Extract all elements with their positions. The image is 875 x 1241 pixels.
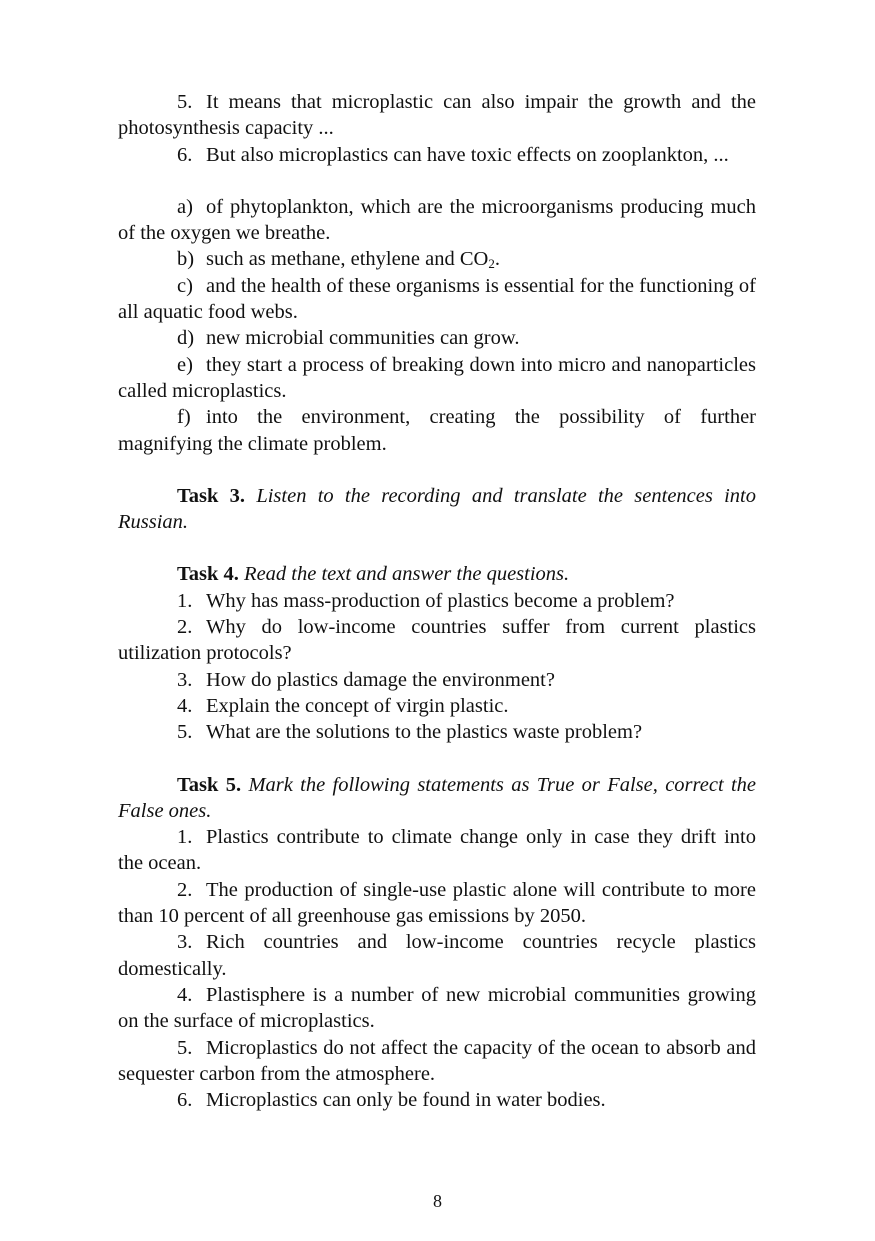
ending-f: f) into the environment, creating the possibility of further magnifying the climate problem. [118, 406, 756, 455]
spacer [118, 168, 756, 194]
sentence-beginnings [118, 89, 756, 168]
task-4-heading: Task 4. Read the text and answer the questions. [177, 563, 570, 586]
ending-b: b) such as methane, ethylene and $CO_2$. [177, 248, 500, 272]
spacer [118, 457, 756, 483]
statement-4: 4. Plastisphere is a number of new microbial communities growing on the surface of microplastics. [118, 983, 756, 1033]
statement-5: 5. Microplastics do not affect the capacity of the ocean to absorb and sequester carbon from the atmosphere. [118, 1036, 756, 1085]
spacer [118, 746, 756, 772]
sentence-6: 6. But also microplastics can have toxic effects on zooplankton, ... [177, 143, 729, 166]
ending-e: e) they start a process of breaking down into micro and nanoparticles called microplastics. [118, 353, 756, 402]
task-5-heading: Task 5. Mark the following statements as True or False, correct the False ones. [118, 773, 757, 822]
statement-3: 3. Rich countries and low-income countries recycle plastics domestically. [118, 931, 756, 980]
ending-d: d) new microbial communities can grow. [177, 327, 520, 350]
task-3-heading: Task 3. Listen to the recording and translate the sentences into Russian. [118, 484, 757, 534]
sentence-endings [118, 194, 756, 457]
ending-a: a) of phytoplankton, which are the microorganisms producing much of the oxygen we breathe. [118, 195, 756, 245]
task-4 [118, 561, 756, 745]
subscript-2: 2 [488, 256, 495, 272]
question-2: 2. Why do low-income countries suffer from current plastics utilization protocols? [118, 616, 756, 665]
document-page [118, 89, 756, 1113]
statement-2: 2. The production of single-use plastic alone will contribute to more than 10 percent of all greenhouse gas emissions by 2050. [118, 878, 756, 928]
sentence-5: 5. It means that microplastic can also impair the growth and the photosynthesis capacity ... [118, 91, 756, 140]
ending-c: c) and the health of these organisms is essential for the functioning of all aquatic food webs. [118, 274, 756, 324]
task-5 [118, 772, 756, 1114]
question-3: 3. How do plastics damage the environment? [177, 668, 555, 691]
question-5: 5. What are the solutions to the plastics waste problem? [177, 721, 643, 744]
statement-1: 1. Plastics contribute to climate change only in case they drift into the ocean. [118, 826, 756, 875]
task-3 [118, 483, 756, 536]
statement-6: 6. Microplastics can only be found in water bodies. [177, 1089, 606, 1112]
question-4: 4. Explain the concept of virgin plastic. [177, 694, 509, 717]
page-number: 8 [433, 1191, 442, 1211]
spacer [118, 535, 756, 561]
question-1: 1. Why has mass-production of plastics become a problem? [177, 589, 675, 612]
